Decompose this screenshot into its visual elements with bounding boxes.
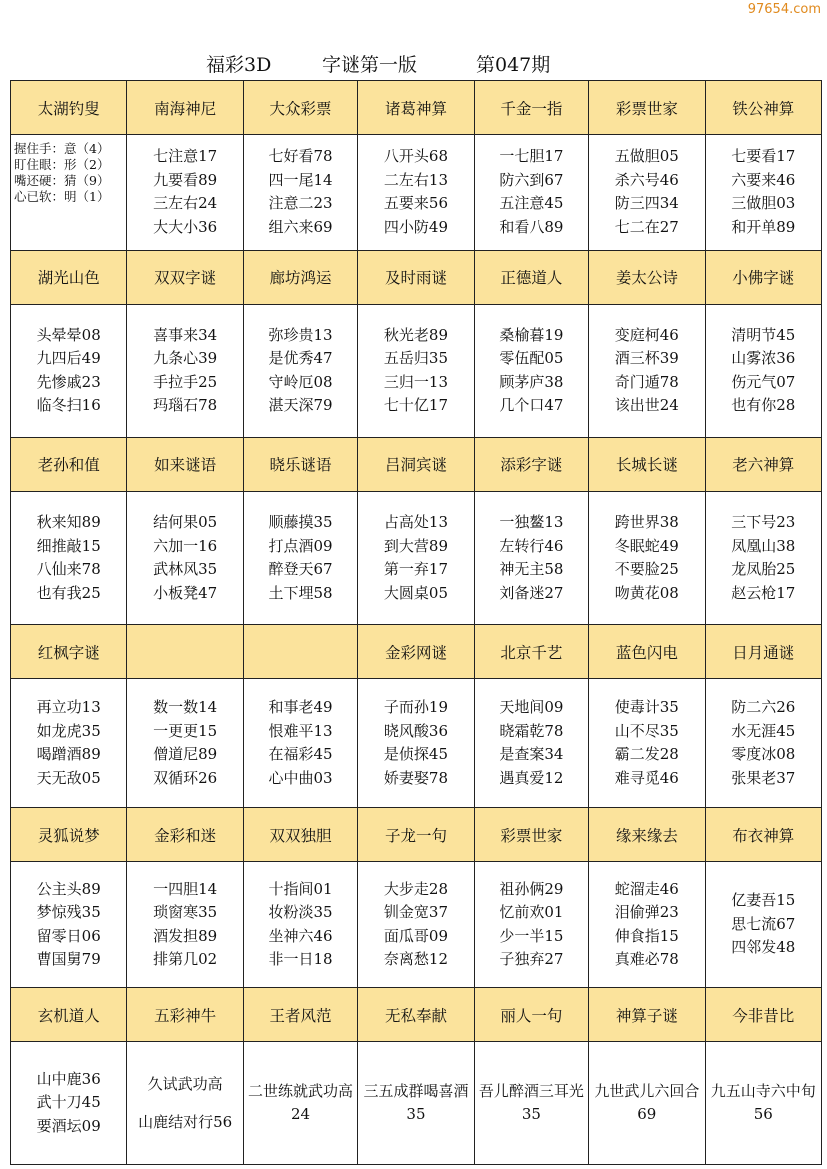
riddle-line: 跨世界38: [614, 513, 679, 532]
riddle-line: 晓风酸36: [383, 721, 449, 740]
column-header: 如来谜语: [127, 437, 243, 491]
riddle-cell: [589, 862, 705, 988]
riddle-cell: [705, 304, 821, 437]
riddle-line: 六要来46: [731, 170, 796, 189]
riddle-line: 嘴还硬：猜（9）: [14, 173, 110, 189]
header-row: [11, 987, 822, 1041]
column-header: 诸葛神算: [358, 81, 474, 135]
riddle-line: 七二在27: [614, 217, 679, 236]
riddle-line: 注意二23: [268, 194, 333, 213]
riddle-row: [11, 135, 822, 251]
column-header: 添彩字谜: [474, 437, 588, 491]
riddle-cell: [705, 492, 821, 625]
riddle-line: 清明节45: [731, 325, 796, 344]
riddle-line: 是侦探45: [383, 745, 449, 764]
column-header: 灵狐说梦: [11, 808, 127, 862]
riddle-line: 亿妻吾15: [731, 891, 796, 910]
riddle-cell: [589, 135, 705, 251]
riddle-line: 使毒计35: [614, 698, 679, 717]
riddle-line: 留零日06: [36, 926, 101, 945]
riddle-cell: [589, 304, 705, 437]
riddle-line: 是优秀47: [268, 349, 333, 368]
column-header: 布衣神算: [705, 808, 821, 862]
riddle-line: 该出世24: [614, 396, 679, 415]
riddle-row: [11, 304, 822, 437]
riddle-line: 土下埋58: [268, 583, 333, 602]
riddle-row: [11, 679, 822, 808]
riddle-line: 山中鹿36: [36, 1069, 101, 1088]
column-header: 南海神尼: [127, 81, 243, 135]
riddle-line: 细推敲15: [36, 536, 101, 555]
riddle-line: 先惨戚23: [36, 372, 101, 391]
column-header: 老孙和值: [11, 437, 127, 491]
riddle-line: 蛇溜走46: [614, 879, 679, 898]
riddle-line: 八仙来78: [36, 560, 101, 579]
riddle-line: 五岳归35: [383, 349, 449, 368]
header-row: [11, 808, 822, 862]
riddle-line: 子而孙19: [383, 698, 449, 717]
riddle-line: 临冬扫16: [36, 396, 101, 415]
riddle-cell: [705, 679, 821, 808]
riddle-line: 顾茅庐38: [499, 372, 564, 391]
riddle-line: 九要看89: [153, 170, 218, 189]
riddle-cell: [11, 679, 127, 808]
riddle-cell: [243, 862, 357, 988]
riddle-line: 在福彩45: [268, 745, 333, 764]
riddle-line: 祖孙俩29: [499, 879, 564, 898]
riddle-line: 一四胆14: [153, 879, 218, 898]
riddle-line: 七要看17: [731, 147, 796, 166]
riddle-line: 防三四34: [614, 194, 679, 213]
riddle-cell: [11, 135, 127, 251]
column-header: 北京千艺: [474, 624, 588, 678]
riddle-line: 打点酒09: [268, 536, 333, 555]
riddle-line: 三五成群喝喜酒35: [363, 1081, 469, 1124]
riddle-row: [11, 862, 822, 988]
page-title: [0, 46, 827, 76]
site-watermark: 97654.com: [747, 2, 821, 17]
riddle-cell: [358, 862, 474, 988]
riddle-line: 八开头68: [383, 147, 449, 166]
riddle-line: 三做胆03: [731, 194, 796, 213]
riddle-cell: [127, 492, 243, 625]
riddle-cell: [474, 135, 588, 251]
riddle-cell: [474, 862, 588, 988]
riddle-line: 奈离愁12: [383, 950, 449, 969]
riddle-cell: [243, 135, 357, 251]
riddle-line: 山不尽35: [614, 721, 679, 740]
riddle-line: 恨难平13: [268, 721, 333, 740]
column-header: 及时雨谜: [358, 250, 474, 304]
riddle-line: 结何果05: [153, 513, 218, 532]
column-header: 彩票世家: [474, 808, 588, 862]
riddle-cell: [127, 304, 243, 437]
riddle-line: 二左右13: [383, 170, 449, 189]
riddle-line: 坐神六46: [268, 926, 333, 945]
riddle-line: 僧道尼89: [153, 745, 218, 764]
riddle-line: 天地间09: [499, 698, 564, 717]
riddle-line: 零伍配05: [499, 349, 564, 368]
riddle-cell: [474, 492, 588, 625]
riddle-line: 四邻发48: [731, 938, 796, 957]
riddle-line: 秋光老89: [383, 325, 449, 344]
riddle-line: 冬眠蛇49: [614, 536, 679, 555]
riddle-line: 心已软：明（1）: [14, 189, 110, 205]
riddle-line: 杀六号46: [614, 170, 679, 189]
riddle-line: 思七流67: [731, 914, 796, 933]
riddle-cell: [474, 1042, 588, 1165]
riddle-line: 三下号23: [731, 513, 796, 532]
riddle-line: 七十亿17: [383, 396, 449, 415]
riddle-line: 龙凤胎25: [731, 560, 796, 579]
riddle-line: 醉登天67: [268, 560, 333, 579]
column-header: 小佛字谜: [705, 250, 821, 304]
riddle-line: 公主头89: [36, 879, 101, 898]
riddle-line: 九五山寺六中旬56: [710, 1081, 816, 1124]
riddle-cell: [358, 1042, 474, 1165]
riddle-cell: [358, 135, 474, 251]
column-header: 玄机道人: [11, 987, 127, 1041]
riddle-line: 三归一13: [383, 372, 449, 391]
riddle-line: 十指间01: [268, 879, 333, 898]
riddle-line: 一独鳌13: [499, 513, 564, 532]
riddle-line: 顺藤摸35: [268, 513, 333, 532]
riddle-line: 大大小36: [153, 217, 218, 236]
riddle-line: 五注意45: [499, 194, 564, 213]
riddle-line: 久试武功高: [147, 1075, 223, 1094]
riddle-line: 真难必78: [614, 950, 679, 969]
riddle-line: 弥珍贵13: [268, 325, 333, 344]
riddle-line: 双循环26: [153, 768, 218, 787]
header-row: [11, 81, 822, 135]
riddle-line: 六加一16: [153, 536, 218, 555]
riddle-line: 变庭柯46: [614, 325, 679, 344]
riddle-line: 要酒坛09: [36, 1116, 101, 1135]
column-header: 丽人一句: [474, 987, 588, 1041]
riddle-line: 九条心39: [153, 349, 218, 368]
column-header: 五彩神牛: [127, 987, 243, 1041]
riddle-cell: [11, 492, 127, 625]
riddle-line: 非一日18: [268, 950, 333, 969]
column-header: 湖光山色: [11, 250, 127, 304]
riddle-line: 大步走28: [383, 879, 449, 898]
riddle-line: 梦惊残35: [36, 903, 101, 922]
column-header: 日月通谜: [705, 624, 821, 678]
riddle-line: 第一弃17: [383, 560, 449, 579]
riddle-cell: [243, 492, 357, 625]
riddle-line: 和开单89: [731, 217, 796, 236]
column-header: [243, 624, 357, 678]
riddle-cell: [243, 1042, 357, 1165]
column-header: 晓乐谜语: [243, 437, 357, 491]
riddle-cell: [358, 492, 474, 625]
header-row: [11, 624, 822, 678]
riddle-line: 子独弃27: [499, 950, 564, 969]
riddle-cell: [705, 1042, 821, 1165]
riddle-line: 心中曲03: [268, 768, 333, 787]
riddle-line: 娇妻娶78: [383, 768, 449, 787]
riddle-line: 秋来知89: [36, 513, 101, 532]
riddle-line: 防六到67: [499, 170, 564, 189]
column-header: 双双字谜: [127, 250, 243, 304]
column-header: 蓝色闪电: [589, 624, 705, 678]
riddle-cell: [589, 679, 705, 808]
riddle-line: 七好看78: [268, 147, 333, 166]
riddle-line: 九四后49: [36, 349, 101, 368]
riddle-line: 山鹿结对行56: [138, 1113, 233, 1132]
riddle-line: 泪偷弹23: [614, 903, 679, 922]
column-header: 正德道人: [474, 250, 588, 304]
riddle-cell: [11, 862, 127, 988]
column-header: 子龙一句: [358, 808, 474, 862]
riddle-line: 数一数14: [153, 698, 218, 717]
column-header: 金彩和迷: [127, 808, 243, 862]
column-header: 大众彩票: [243, 81, 357, 135]
riddle-line: 三左右24: [153, 194, 218, 213]
riddle-line: 桑榆暮19: [499, 325, 564, 344]
riddle-line: 难寻觅46: [614, 768, 679, 787]
column-header: 双双独胆: [243, 808, 357, 862]
riddle-line: 也有我25: [36, 583, 101, 602]
riddle-line: 武林风35: [153, 560, 218, 579]
riddle-cell: [474, 679, 588, 808]
column-header: [127, 624, 243, 678]
riddle-line: 四一尾14: [268, 170, 333, 189]
riddle-line: 守岭厄08: [268, 372, 333, 391]
riddle-cell: [474, 304, 588, 437]
riddle-line: 妆粉淡35: [268, 903, 333, 922]
riddle-cell: [127, 862, 243, 988]
riddle-line: 五做胆05: [614, 147, 679, 166]
riddle-cell: [127, 135, 243, 251]
riddle-line: 琐窗寒35: [153, 903, 218, 922]
riddle-line: 伸食指15: [614, 926, 679, 945]
riddle-line: 一七胆17: [499, 147, 564, 166]
riddle-line: 神无主58: [499, 560, 564, 579]
riddle-line: 霸二发28: [614, 745, 679, 764]
riddle-line: 不要脸25: [614, 560, 679, 579]
riddle-line: 到大营89: [383, 536, 449, 555]
riddle-line: 和事老49: [268, 698, 333, 717]
riddle-line: 刘备迷27: [499, 583, 564, 602]
riddle-line: 喜事来34: [153, 325, 218, 344]
riddle-line: 二世练就武功高24: [248, 1081, 354, 1124]
riddle-line: 喝蹭酒89: [36, 745, 101, 764]
column-header: 千金一指: [474, 81, 588, 135]
riddle-line: 伤元气07: [731, 372, 796, 391]
riddle-cell: [127, 1042, 243, 1165]
riddle-line: 一更更15: [153, 721, 218, 740]
riddle-line: 酒三杯39: [614, 349, 679, 368]
column-header: 缘来缘去: [589, 808, 705, 862]
riddle-cell: [589, 492, 705, 625]
column-header: 彩票世家: [589, 81, 705, 135]
riddle-line: 手拉手25: [153, 372, 218, 391]
riddle-line: 少一半15: [499, 926, 564, 945]
header-row: [11, 437, 822, 491]
riddle-line: 遇真爱12: [499, 768, 564, 787]
column-header: 今非昔比: [705, 987, 821, 1041]
riddle-line: 排第几02: [153, 950, 218, 969]
riddle-line: 张果老37: [731, 768, 796, 787]
riddle-line: 小板凳47: [153, 583, 218, 602]
riddle-line: 水无涯45: [731, 721, 796, 740]
riddle-cell: [243, 304, 357, 437]
riddle-line: 五要来56: [383, 194, 449, 213]
riddle-line: 零度冰08: [731, 745, 796, 764]
column-header: 神算子谜: [589, 987, 705, 1041]
column-header: 姜太公诗: [589, 250, 705, 304]
riddle-line: 盯住眼：形（2）: [14, 157, 110, 173]
riddle-line: 山雾浓36: [731, 349, 796, 368]
riddle-line: 吻黄花08: [614, 583, 679, 602]
title-issue: 第047期: [476, 54, 551, 76]
riddle-line: 赵云枪17: [731, 583, 796, 602]
riddle-line: 曹国舅79: [36, 950, 101, 969]
riddle-line: 面瓜哥09: [383, 926, 449, 945]
column-header: 金彩网谜: [358, 624, 474, 678]
title-edition: 字谜第一版: [322, 54, 418, 76]
column-header: 吕洞宾谜: [358, 437, 474, 491]
riddle-line: 忆前欢01: [499, 903, 564, 922]
riddle-line: 握住手：意（4）: [14, 141, 110, 157]
riddle-line: 占高处13: [383, 513, 449, 532]
riddle-line: 七注意17: [153, 147, 218, 166]
riddle-line: 头晕晕08: [36, 325, 101, 344]
riddle-line: 晓霜乾78: [499, 721, 564, 740]
column-header: 老六神算: [705, 437, 821, 491]
riddle-line: 奇门遁78: [614, 372, 679, 391]
header-row: [11, 250, 822, 304]
riddle-cell: [705, 862, 821, 988]
riddle-line: 天无敌05: [36, 768, 101, 787]
riddle-line: 如龙虎35: [36, 721, 101, 740]
riddle-line: 九世武儿六回合69: [594, 1081, 700, 1124]
riddle-cell: [243, 679, 357, 808]
riddle-cell: [358, 304, 474, 437]
title-brand: 福彩3D: [206, 54, 272, 76]
riddle-cell: [358, 679, 474, 808]
riddle-line: 酒发担89: [153, 926, 218, 945]
riddle-cell: [705, 135, 821, 251]
riddle-line: 吾儿醉酒三耳光35: [478, 1081, 584, 1124]
riddle-line: 四小防49: [383, 217, 449, 236]
riddle-line: 和看八89: [499, 217, 564, 236]
column-header: 长城长谜: [589, 437, 705, 491]
column-header: 廊坊鸿运: [243, 250, 357, 304]
riddle-line: 组六来69: [268, 217, 333, 236]
riddle-line: 钏金宽37: [383, 903, 449, 922]
riddle-line: 几个口47: [499, 396, 564, 415]
riddle-line: [127, 1096, 242, 1110]
riddle-grid: [10, 80, 822, 1165]
riddle-line: 也有你28: [731, 396, 796, 415]
riddle-row: [11, 1042, 822, 1165]
riddle-line: 武十刀45: [36, 1093, 101, 1112]
riddle-line: 湛天深79: [268, 396, 333, 415]
riddle-line: 再立功13: [36, 698, 101, 717]
riddle-cell: [11, 1042, 127, 1165]
column-header: 铁公神算: [705, 81, 821, 135]
riddle-cell: [589, 1042, 705, 1165]
column-header: 王者风范: [243, 987, 357, 1041]
riddle-line: 防二六26: [731, 698, 796, 717]
column-header: 红枫字谜: [11, 624, 127, 678]
riddle-line: 凤凰山38: [731, 536, 796, 555]
riddle-line: 大圆桌05: [383, 583, 449, 602]
riddle-cell: [127, 679, 243, 808]
riddle-line: 是查案34: [499, 745, 564, 764]
riddle-line: 玛瑙石78: [153, 396, 218, 415]
riddle-line: 左转行46: [499, 536, 564, 555]
riddle-row: [11, 492, 822, 625]
column-header: 无私奉献: [358, 987, 474, 1041]
riddle-cell: [11, 304, 127, 437]
column-header: 太湖钓叟: [11, 81, 127, 135]
